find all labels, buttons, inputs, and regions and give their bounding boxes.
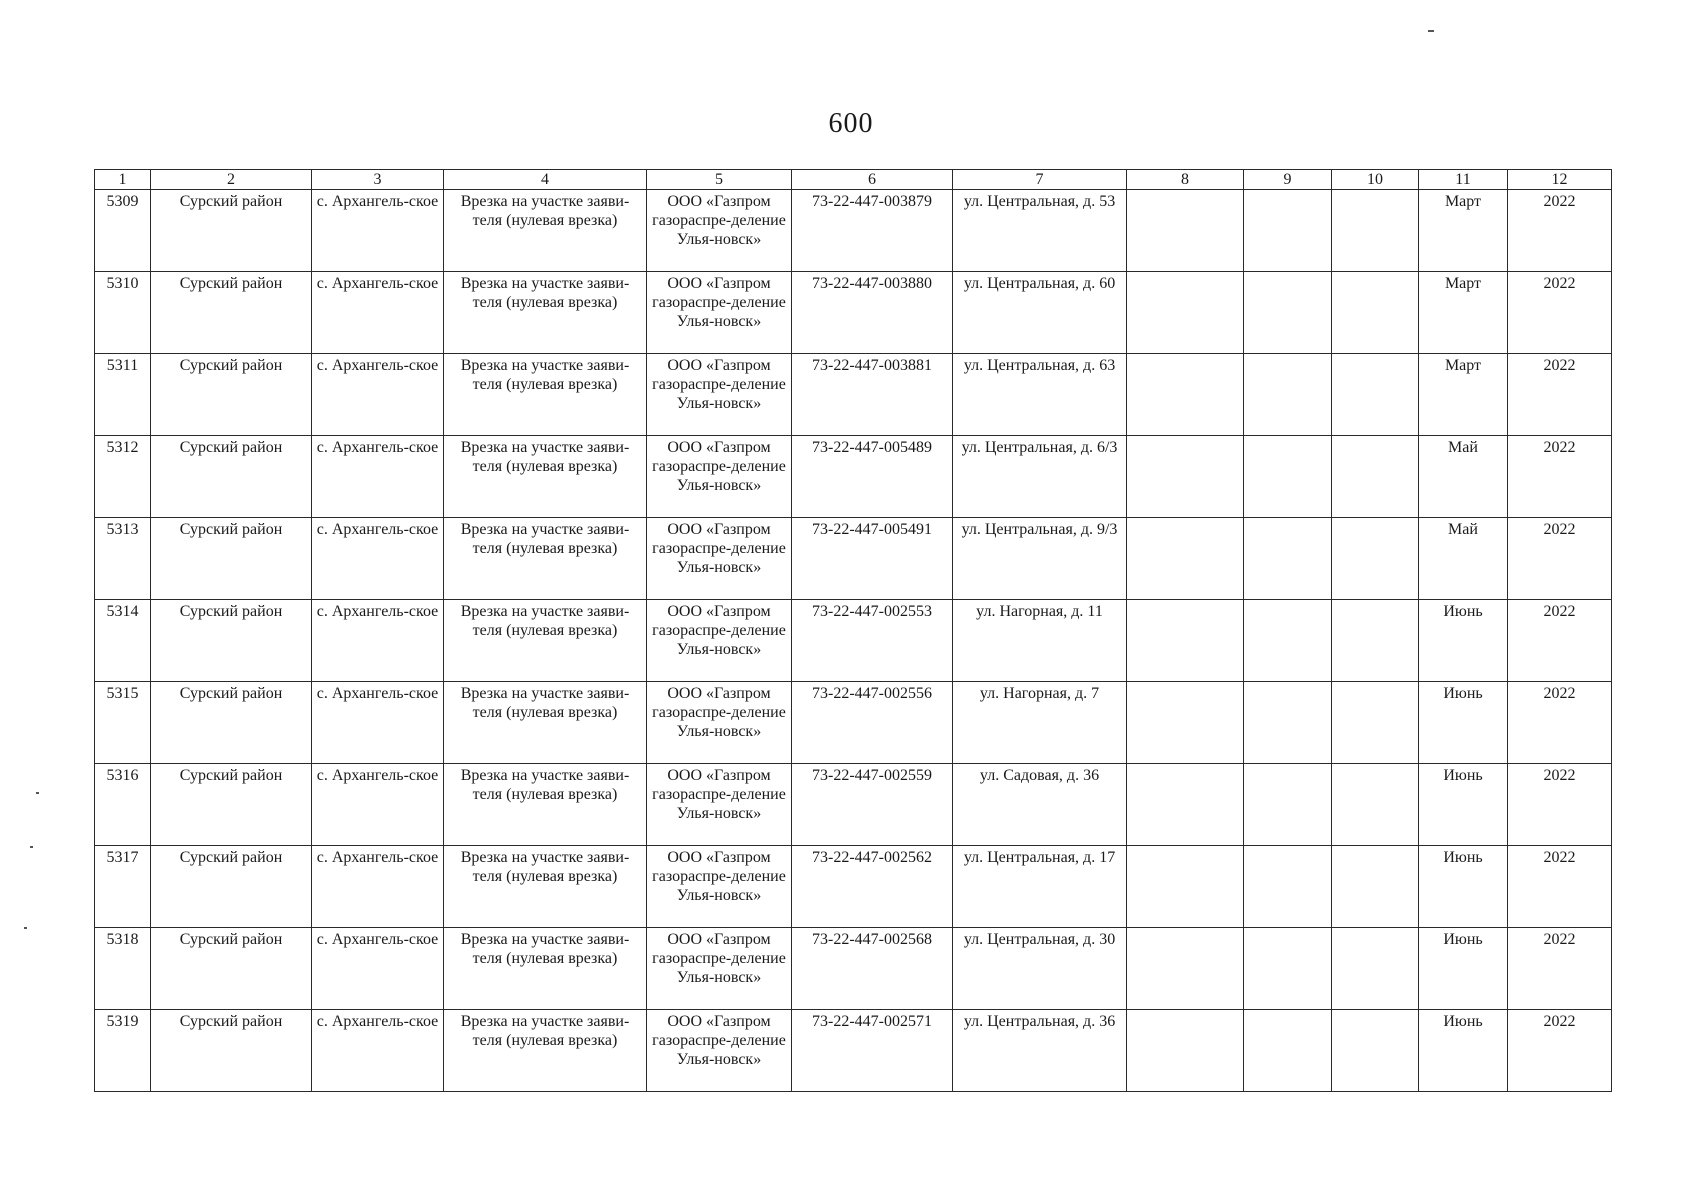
column-10-cell — [1332, 600, 1419, 682]
column-header-8: 8 — [1127, 170, 1244, 190]
row-number: 5311 — [95, 354, 151, 436]
table-row — [95, 272, 1612, 354]
object-code-cell: 73-22-447-002562 — [792, 846, 953, 928]
object-code-cell: 73-22-447-002568 — [792, 928, 953, 1010]
month-cell: Май — [1419, 436, 1508, 518]
address-cell: ул. Центральная, д. 63 — [953, 354, 1127, 436]
column-10-cell — [1332, 354, 1419, 436]
column-8-cell — [1127, 928, 1244, 1010]
settlement-cell: с. Архангель-ское — [312, 436, 444, 518]
address-cell: ул. Центральная, д. 36 — [953, 1010, 1127, 1092]
year-cell: 2022 — [1508, 682, 1612, 764]
object-code-cell: 73-22-447-002556 — [792, 682, 953, 764]
month-cell: Март — [1419, 190, 1508, 272]
column-number-row — [95, 170, 1612, 190]
row-number: 5319 — [95, 1010, 151, 1092]
month-cell: Март — [1419, 272, 1508, 354]
row-number: 5309 — [95, 190, 151, 272]
organization-cell: ООО «Газпром газораспре-деление Улья-новск» — [647, 518, 792, 600]
settlement-cell: с. Архангель-ское — [312, 190, 444, 272]
column-9-cell — [1244, 272, 1332, 354]
table-row — [95, 1010, 1612, 1092]
column-header-6: 6 — [792, 170, 953, 190]
settlement-cell: с. Архангель-ское — [312, 1010, 444, 1092]
column-10-cell — [1332, 846, 1419, 928]
column-header-9: 9 — [1244, 170, 1332, 190]
column-10-cell — [1332, 1010, 1419, 1092]
column-header-1: 1 — [95, 170, 151, 190]
work-type-cell: Врезка на участке заяви-теля (нулевая врезка) — [444, 764, 647, 846]
row-number: 5312 — [95, 436, 151, 518]
address-cell: ул. Центральная, д. 60 — [953, 272, 1127, 354]
settlement-cell: с. Архангель-ское — [312, 682, 444, 764]
gas-connection-register-table — [94, 169, 1612, 1092]
work-type-cell: Врезка на участке заяви-теля (нулевая врезка) — [444, 846, 647, 928]
year-cell: 2022 — [1508, 928, 1612, 1010]
column-8-cell — [1127, 190, 1244, 272]
settlement-cell: с. Архангель-ское — [312, 518, 444, 600]
district-cell: Сурский район — [151, 600, 312, 682]
column-8-cell — [1127, 436, 1244, 518]
work-type-cell: Врезка на участке заяви-теля (нулевая врезка) — [444, 354, 647, 436]
work-type-cell: Врезка на участке заяви-теля (нулевая врезка) — [444, 682, 647, 764]
row-number: 5316 — [95, 764, 151, 846]
column-8-cell — [1127, 846, 1244, 928]
object-code-cell: 73-22-447-003880 — [792, 272, 953, 354]
address-cell: ул. Центральная, д. 17 — [953, 846, 1127, 928]
column-8-cell — [1127, 272, 1244, 354]
column-9-cell — [1244, 764, 1332, 846]
row-number: 5315 — [95, 682, 151, 764]
column-9-cell — [1244, 436, 1332, 518]
district-cell: Сурский район — [151, 190, 312, 272]
month-cell: Июнь — [1419, 1010, 1508, 1092]
district-cell: Сурский район — [151, 436, 312, 518]
table-row — [95, 928, 1612, 1010]
address-cell: ул. Центральная, д. 6/3 — [953, 436, 1127, 518]
district-cell: Сурский район — [151, 682, 312, 764]
object-code-cell: 73-22-447-003881 — [792, 354, 953, 436]
scan-speck — [1428, 30, 1434, 32]
column-header-10: 10 — [1332, 170, 1419, 190]
table-row — [95, 600, 1612, 682]
table-body — [95, 190, 1612, 1092]
column-9-cell — [1244, 600, 1332, 682]
organization-cell: ООО «Газпром газораспре-деление Улья-новск» — [647, 682, 792, 764]
column-8-cell — [1127, 600, 1244, 682]
organization-cell: ООО «Газпром газораспре-деление Улья-новск» — [647, 846, 792, 928]
organization-cell: ООО «Газпром газораспре-деление Улья-новск» — [647, 436, 792, 518]
column-10-cell — [1332, 764, 1419, 846]
district-cell: Сурский район — [151, 1010, 312, 1092]
table-row — [95, 764, 1612, 846]
address-cell: ул. Центральная, д. 53 — [953, 190, 1127, 272]
column-9-cell — [1244, 846, 1332, 928]
column-9-cell — [1244, 1010, 1332, 1092]
organization-cell: ООО «Газпром газораспре-деление Улья-новск» — [647, 1010, 792, 1092]
column-8-cell — [1127, 354, 1244, 436]
work-type-cell: Врезка на участке заяви-теля (нулевая врезка) — [444, 600, 647, 682]
month-cell: Июнь — [1419, 600, 1508, 682]
year-cell: 2022 — [1508, 354, 1612, 436]
table-row — [95, 518, 1612, 600]
table-row — [95, 846, 1612, 928]
table-row — [95, 354, 1612, 436]
column-header-3: 3 — [312, 170, 444, 190]
scan-speck — [36, 792, 39, 794]
work-type-cell: Врезка на участке заяви-теля (нулевая врезка) — [444, 272, 647, 354]
organization-cell: ООО «Газпром газораспре-деление Улья-новск» — [647, 928, 792, 1010]
year-cell: 2022 — [1508, 846, 1612, 928]
column-10-cell — [1332, 436, 1419, 518]
row-number: 5314 — [95, 600, 151, 682]
organization-cell: ООО «Газпром газораспре-деление Улья-новск» — [647, 764, 792, 846]
object-code-cell: 73-22-447-002571 — [792, 1010, 953, 1092]
month-cell: Май — [1419, 518, 1508, 600]
row-number: 5313 — [95, 518, 151, 600]
column-10-cell — [1332, 518, 1419, 600]
column-8-cell — [1127, 764, 1244, 846]
column-10-cell — [1332, 928, 1419, 1010]
year-cell: 2022 — [1508, 600, 1612, 682]
organization-cell: ООО «Газпром газораспре-деление Улья-новск» — [647, 272, 792, 354]
row-number: 5310 — [95, 272, 151, 354]
district-cell: Сурский район — [151, 928, 312, 1010]
organization-cell: ООО «Газпром газораспре-деление Улья-новск» — [647, 190, 792, 272]
year-cell: 2022 — [1508, 1010, 1612, 1092]
work-type-cell: Врезка на участке заяви-теля (нулевая врезка) — [444, 190, 647, 272]
district-cell: Сурский район — [151, 846, 312, 928]
column-10-cell — [1332, 190, 1419, 272]
work-type-cell: Врезка на участке заяви-теля (нулевая врезка) — [444, 928, 647, 1010]
table-row — [95, 436, 1612, 518]
month-cell: Июнь — [1419, 928, 1508, 1010]
object-code-cell: 73-22-447-005491 — [792, 518, 953, 600]
table-row — [95, 190, 1612, 272]
year-cell: 2022 — [1508, 272, 1612, 354]
address-cell: ул. Садовая, д. 36 — [953, 764, 1127, 846]
month-cell: Июнь — [1419, 682, 1508, 764]
district-cell: Сурский район — [151, 272, 312, 354]
column-10-cell — [1332, 682, 1419, 764]
column-8-cell — [1127, 1010, 1244, 1092]
column-header-12: 12 — [1508, 170, 1612, 190]
address-cell: ул. Центральная, д. 30 — [953, 928, 1127, 1010]
column-9-cell — [1244, 928, 1332, 1010]
object-code-cell: 73-22-447-002559 — [792, 764, 953, 846]
month-cell: Март — [1419, 354, 1508, 436]
organization-cell: ООО «Газпром газораспре-деление Улья-новск» — [647, 354, 792, 436]
settlement-cell: с. Архангель-ское — [312, 764, 444, 846]
address-cell: ул. Центральная, д. 9/3 — [953, 518, 1127, 600]
settlement-cell: с. Архангель-ское — [312, 846, 444, 928]
year-cell: 2022 — [1508, 436, 1612, 518]
row-number: 5318 — [95, 928, 151, 1010]
settlement-cell: с. Архангель-ское — [312, 354, 444, 436]
column-10-cell — [1332, 272, 1419, 354]
column-header-11: 11 — [1419, 170, 1508, 190]
address-cell: ул. Нагорная, д. 7 — [953, 682, 1127, 764]
work-type-cell: Врезка на участке заяви-теля (нулевая врезка) — [444, 436, 647, 518]
organization-cell: ООО «Газпром газораспре-деление Улья-новск» — [647, 600, 792, 682]
settlement-cell: с. Архангель-ское — [312, 600, 444, 682]
district-cell: Сурский район — [151, 354, 312, 436]
district-cell: Сурский район — [151, 764, 312, 846]
column-9-cell — [1244, 682, 1332, 764]
column-8-cell — [1127, 518, 1244, 600]
year-cell: 2022 — [1508, 190, 1612, 272]
settlement-cell: с. Архангель-ское — [312, 272, 444, 354]
work-type-cell: Врезка на участке заяви-теля (нулевая врезка) — [444, 1010, 647, 1092]
address-cell: ул. Нагорная, д. 11 — [953, 600, 1127, 682]
year-cell: 2022 — [1508, 764, 1612, 846]
column-8-cell — [1127, 682, 1244, 764]
scan-speck — [30, 846, 33, 848]
table-row — [95, 682, 1612, 764]
row-number: 5317 — [95, 846, 151, 928]
object-code-cell: 73-22-447-002553 — [792, 600, 953, 682]
month-cell: Июнь — [1419, 846, 1508, 928]
month-cell: Июнь — [1419, 764, 1508, 846]
district-cell: Сурский район — [151, 518, 312, 600]
page-number: 600 — [828, 108, 874, 139]
column-9-cell — [1244, 354, 1332, 436]
column-header-7: 7 — [953, 170, 1127, 190]
year-cell: 2022 — [1508, 518, 1612, 600]
object-code-cell: 73-22-447-005489 — [792, 436, 953, 518]
column-9-cell — [1244, 518, 1332, 600]
column-header-2: 2 — [151, 170, 312, 190]
settlement-cell: с. Архангель-ское — [312, 928, 444, 1010]
column-9-cell — [1244, 190, 1332, 272]
column-header-5: 5 — [647, 170, 792, 190]
work-type-cell: Врезка на участке заяви-теля (нулевая врезка) — [444, 518, 647, 600]
object-code-cell: 73-22-447-003879 — [792, 190, 953, 272]
scan-speck — [24, 927, 27, 929]
column-header-4: 4 — [444, 170, 647, 190]
